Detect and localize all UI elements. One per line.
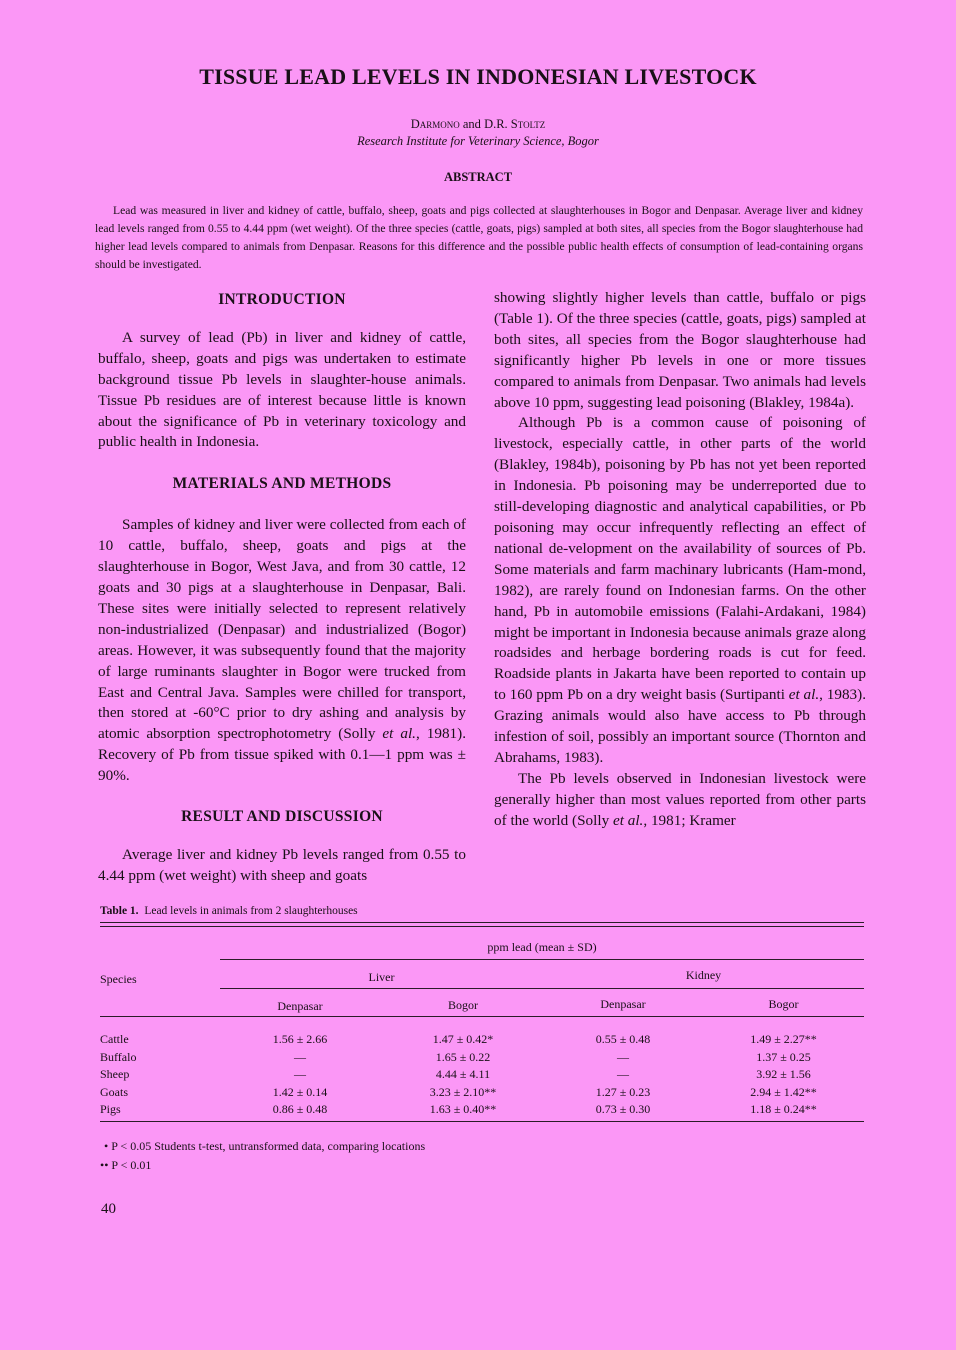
cell-liver-bogor: 1.63 ± 0.40** (429, 1102, 497, 1116)
footnote: • P < 0.05 Students t-test, untransformed data, comparing locations (104, 1139, 426, 1153)
cell-kidney-denpasar: 1.27 ± 0.23 (595, 1084, 651, 1099)
subheader-liver-denpasar: Denpasar (277, 999, 323, 1013)
kidney-header: Kidney (685, 968, 722, 982)
cell-liver-bogor: 4.44 ± 4.11 (435, 1067, 491, 1081)
table-top-rule (100, 926, 864, 927)
cell-liver-bogor: 1.47 ± 0.42* (432, 1032, 494, 1046)
left-column (98, 290, 466, 887)
abstract-text: Lead was measured in liver and kidney of cattle, buffalo, sheep, goats and pigs collected at slaughterhouses in Bogor and Denpasar. Average liver and kidney lead levels ranged from 0.55 to 4.44 ppm (wet weight). Of the three species (cattle, goats, pigs) sampled at both sites, all species from the Bogor slaughterhouse had higher lead levels compared to animals from Denpasar. Reasons for this difference and the possible public health effects of consumption of lead-containing organs should be investigated. (95, 204, 863, 271)
cell-liver-denpasar: 1.56 ± 2.66 (272, 1032, 328, 1046)
results-paragraph-continued: showing slightly higher levels than cattle, buffalo or pigs (Table 1). Of the three species (cattle, goats, pigs) sampled at both sites, all species from the Bogor slaughterhouse had significantly higher Pb levels in one or more tissues compared to animals from Denpasar. Two animals had levels above 10 ppm, suggesting lead poisoning (Blakley, 1984a). (494, 289, 866, 411)
header-rule (220, 959, 864, 960)
paper-title: TISSUE LEAD LEVELS IN INDONESIAN LIVESTOCK (199, 64, 757, 89)
page-number: 40 (101, 1201, 116, 1217)
table-title: Lead levels in animals from 2 slaughterhouses (144, 905, 358, 917)
cell-kidney-denpasar: — (617, 1067, 629, 1081)
header-rule (220, 988, 864, 989)
abstract-heading: ABSTRACT (443, 170, 513, 184)
discussion-paragraph: The Pb levels observed in Indonesian livestock were generally higher than most values reported from other parts of the world (Solly et al., 1981; Kramer (494, 769, 866, 829)
cell-species: Pigs (100, 1102, 121, 1116)
cell-liver-denpasar: 0.86 ± 0.48 (272, 1102, 328, 1116)
cell-kidney-bogor: 2.94 ± 1.42** (750, 1084, 817, 1099)
cell-liver-denpasar: 1.42 ± 0.14 (272, 1084, 328, 1099)
section-heading-methods: MATERIALS AND METHODS (172, 475, 392, 493)
cell-species: Sheep (100, 1067, 130, 1081)
units-header: ppm lead (mean ± SD) (487, 940, 597, 954)
methods-paragraph: Samples of kidney and liver were collected from each of 10 cattle, buffalo, sheep, goats and pigs at the slaughterhouse in Bogor, West Java, and from 30 cattle, 12 goats and 30 pigs at a slaughterhouse in Denpasar, Bali. These sites were initially selected to represent relatively non-industrialized (Denpasar) and industrialized (Bogor) areas. However, it was subsequently found that the majority of large ruminants slaughter in Bogor were trucked from East and Central Java. Samples were chilled for transport, then stored at -60°C prior to dry ashing and analysis by atomic absorption spectrophotometry (Solly et al., 1981). Recovery of Pb from tissue spiked with 0.1—1 ppm was ± 90%. (98, 516, 467, 785)
cell-species: Cattle (100, 1032, 129, 1046)
cell-kidney-denpasar: 0.73 ± 0.30 (595, 1102, 651, 1116)
header-bottom-rule (100, 1016, 864, 1017)
cell-liver-denpasar: — (294, 1067, 306, 1081)
cell-species: Buffalo (100, 1049, 137, 1064)
introduction-paragraph: A survey of lead (Pb) in liver and kidney of cattle, buffalo, sheep, goats and pigs was undertaken to estimate background tissue Pb levels in slaughter-house animals. Tissue Pb residues are of interest because little is known about the significance of Pb in veterinary toxicology and public health in Indonesia. (98, 328, 466, 451)
table-top-rule (100, 922, 864, 923)
footnote: •• P < 0.01 (100, 1158, 152, 1172)
table-label: Table 1. (100, 905, 139, 917)
section-heading-introduction: INTRODUCTION (218, 291, 346, 308)
liver-header: Liver (368, 970, 395, 984)
authors (0, 117, 956, 132)
cell-kidney-bogor: 3.92 ± 1.56 (756, 1067, 811, 1081)
right-column (494, 288, 866, 832)
subheader-liver-bogor: Bogor (448, 998, 478, 1012)
cell-liver-denpasar: — (294, 1049, 306, 1064)
cell-kidney-bogor: 1.37 ± 0.25 (756, 1049, 811, 1064)
subheader-kidney-bogor: Bogor (768, 997, 799, 1011)
discussion-paragraph: Although Pb is a common cause of poisoning of livestock, especially cattle, in other parts of the world (Blakley, 1984b), poisoning by Pb has not yet been reported in Indonesia. Pb poisoning may be underreported due to still-developing diagnostic and analytical capabilities, or Pb poisoning may occur infrequently reflecting an effect of national de-velopment on the availability of sources of Pb. Some materials and farm machinary lubricants (Ham-mond, 1982), are rarely found on Indonesian farms. On the other hand, Pb in automobile emissions (Falahi-Ardakani, 1984) might be important in Indonesia because animals graze along roadsides and herbage bordering roads is cut for feed. Roadside plants in Jakarta have been reported to contain up to 160 ppm Pb on a dry weight basis (Surtipanti et al., 1983). Grazing animals would also have access to Pb through infestion of soil, possibly an important source (Thornton and Abrahams, 1983). (494, 414, 867, 766)
cell-kidney-denpasar: 0.55 ± 0.48 (595, 1032, 651, 1046)
table-caption (100, 905, 358, 917)
author-name: Darmono (410, 117, 460, 131)
author-conjunction: and (462, 117, 481, 131)
cell-kidney-bogor: 1.49 ± 2.27** (750, 1032, 817, 1046)
species-header: Species (100, 972, 137, 986)
cell-kidney-denpasar: — (617, 1049, 629, 1064)
cell-liver-bogor: 3.23 ± 2.10** (429, 1084, 497, 1099)
author-name: D.R. Stoltz (484, 117, 546, 131)
subheader-kidney-denpasar: Denpasar (600, 997, 646, 1011)
cell-kidney-bogor: 1.18 ± 0.24** (750, 1102, 817, 1116)
table-bottom-rule (100, 1121, 864, 1122)
cell-species: Goats (100, 1084, 128, 1099)
section-heading-results: RESULT AND DISCUSSION (181, 808, 383, 826)
results-paragraph: Average liver and kidney Pb levels ranged from 0.55 to 4.44 ppm (wet weight) with sheep and goats (98, 845, 466, 884)
affiliation: Research Institute for Veterinary Science, Bogor (357, 134, 599, 148)
cell-liver-bogor: 1.65 ± 0.22 (435, 1049, 491, 1064)
